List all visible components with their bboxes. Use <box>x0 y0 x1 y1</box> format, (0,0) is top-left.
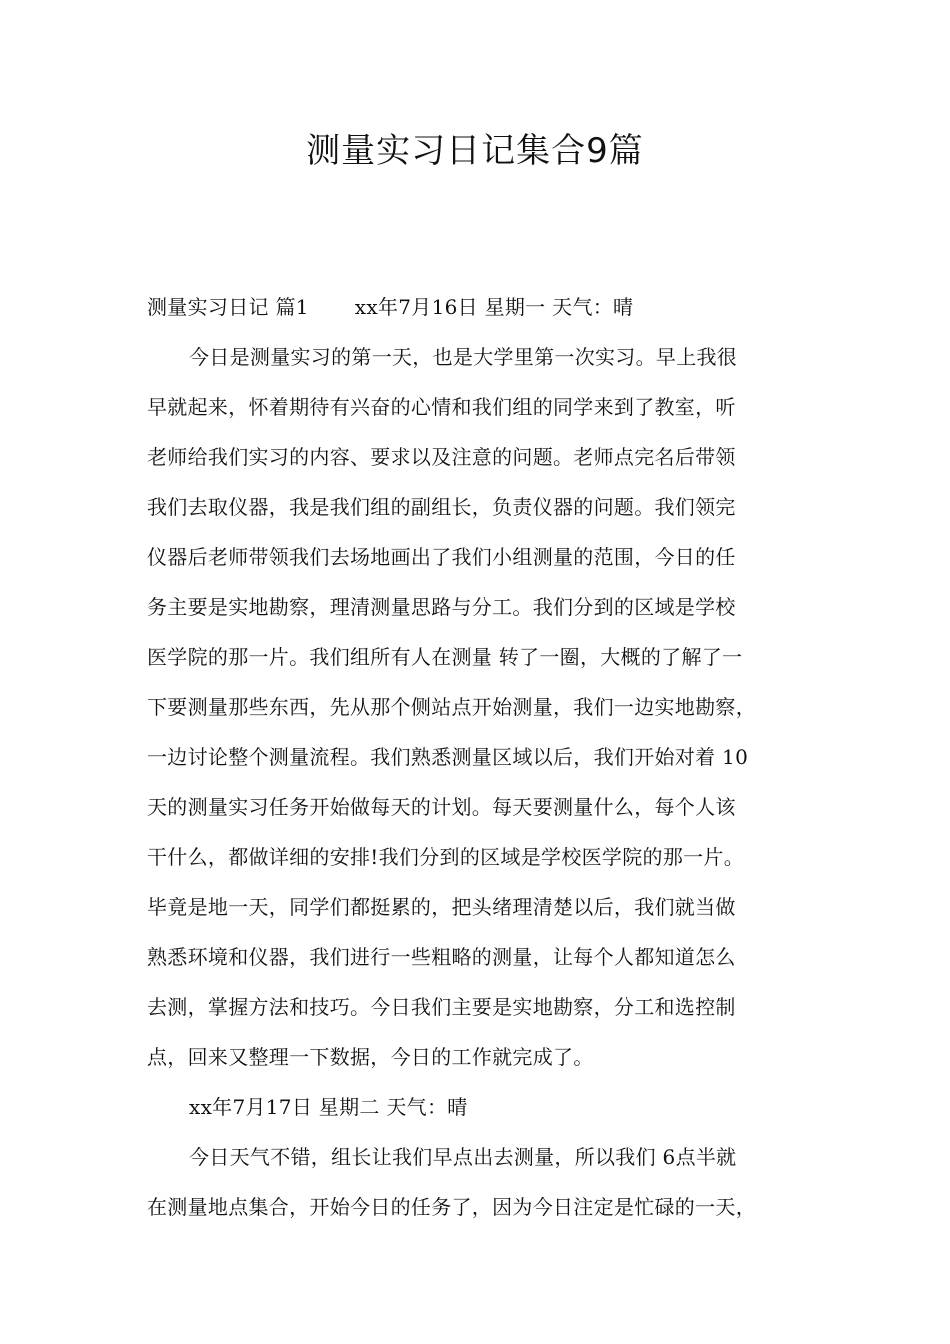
paragraph-line: 点，回来又整理一下数据，今日的工作就完成了。 <box>147 1045 594 1069</box>
paragraph-line: 一边讨论整个测量流程。我们熟悉测量区域以后，我们开始对着 10 <box>147 745 749 769</box>
paragraph-line: 熟悉环境和仪器，我们进行一些粗略的测量，让每个人都知道怎么 <box>147 945 736 969</box>
paragraph-line: 务主要是实地勘察，理清测量思路与分工。我们分到的区域是学校 <box>147 595 736 619</box>
paragraph-line: 今日是测量实习的第一天，也是大学里第一次实习。早上我很 <box>189 345 738 369</box>
paragraph-line: 在测量地点集合，开始今日的任务了，因为今日注定是忙碌的一天， <box>147 1195 756 1219</box>
entry-1-date: xx年7月16日 星期一 天气：晴 <box>354 295 634 319</box>
paragraph-line: 医学院的那一片。我们组所有人在测量 转了一圈，大概的了解了一 <box>147 645 743 669</box>
paragraph-line: 老师给我们实习的内容、要求以及注意的问题。老师点完名后带领 <box>147 445 736 469</box>
paragraph-line: 我们去取仪器，我是我们组的副组长，负责仪器的问题。我们领完 <box>147 495 736 519</box>
paragraph-line: 干什么，都做详细的安排!我们分到的区域是学校医学院的那一片。 <box>147 845 745 869</box>
document-body <box>147 282 823 1232</box>
paragraph-line: 天的测量实习任务开始做每天的计划。每天要测量什么，每个人该 <box>147 795 736 819</box>
entry-1-header-line <box>147 282 823 332</box>
paragraph-line: 毕竟是地一天，同学们都挺累的，把头绪理清楚以后，我们就当做 <box>147 895 736 919</box>
paragraph-line: 仪器后老师带领我们去场地画出了我们小组测量的范围，今日的任 <box>147 545 736 569</box>
document-title: 测量实习日记集合9篇 <box>306 131 644 171</box>
paragraph-line: 下要测量那些东西，先从那个侧站点开始测量，我们一边实地勘察， <box>147 695 756 719</box>
paragraph-line: 早就起来，怀着期待有兴奋的心情和我们组的同学来到了教室，听 <box>147 395 736 419</box>
paragraph-line: 今日天气不错，组长让我们早点出去测量，所以我们 6点半就 <box>189 1145 737 1169</box>
entry-2-date: xx年7月17日 星期二 天气：晴 <box>189 1095 468 1119</box>
entry-1-heading: 测量实习日记 篇1 <box>147 295 309 319</box>
paragraph-line: 去测，掌握方法和技巧。今日我们主要是实地勘察，分工和选控制 <box>147 995 736 1019</box>
